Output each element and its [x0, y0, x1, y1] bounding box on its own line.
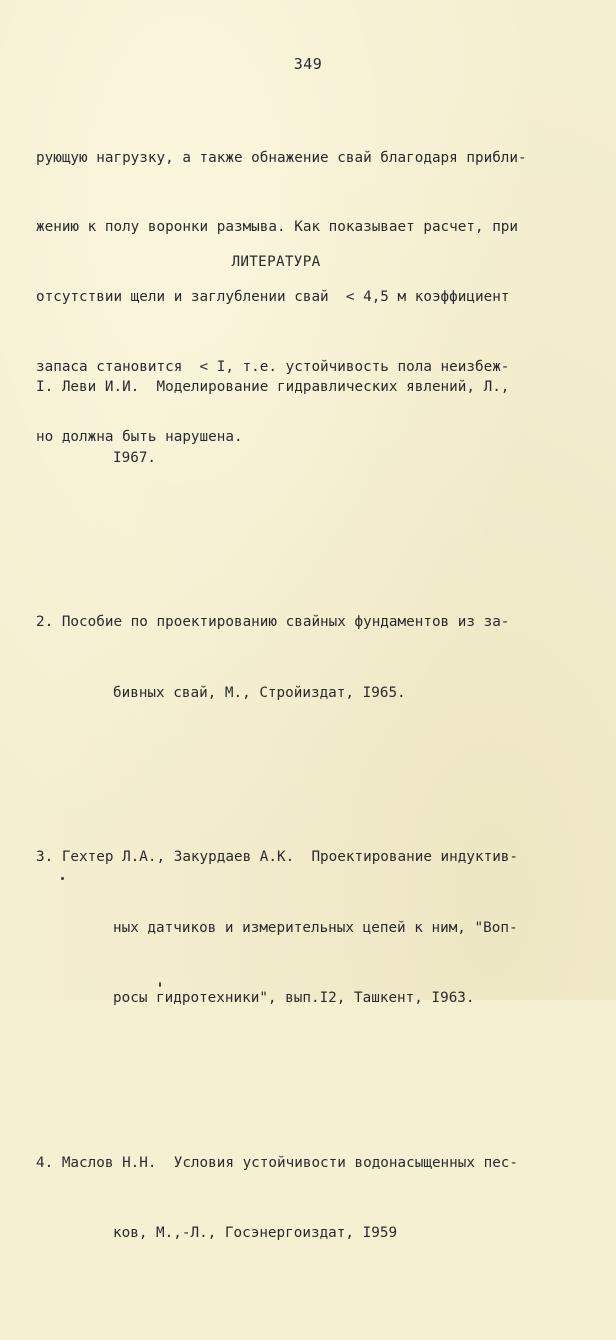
body-line: отсутствии щели и заглублении свай < 4,5 м коэффициент: [36, 289, 510, 306]
reference-first-line: 4. Маслов Н.Н. Условия устойчивости водонасыщенных пес-: [36, 1154, 519, 1171]
body-line: но должна быть нарушена.: [36, 429, 243, 446]
reference-item: [36, 329, 606, 517]
references-list: [36, 282, 606, 1340]
reference-first-line: 2. Пособие по проектированию свайных фундаментов из за-: [36, 614, 510, 630]
reference-continuation-line: ных датчиков и измерительных цепей к ним, "Воп-: [113, 919, 518, 936]
body-line: запаса становится < I, т.е. устойчивость пола неизбеж-: [36, 359, 510, 376]
paper-speck: [159, 982, 161, 987]
body-line: жению к полу воронки размыва. Как показывает расчет, при: [36, 219, 519, 236]
reference-item: [36, 564, 606, 752]
page-number: 349: [293, 55, 323, 73]
reference-first-line: I. Леви И.И. Моделирование гидравлических явлений, Л.,: [36, 379, 510, 395]
reference-item: [36, 799, 606, 1058]
paper-speck: [61, 877, 64, 880]
reference-continuation-line: ков, М.,-Л., Госэнергоиздат, I959: [113, 1225, 398, 1241]
reference-item: [36, 1105, 606, 1293]
body-line: рующую нагрузку, а также обнажение свай благодаря прибли-: [36, 149, 527, 166]
reference-continuation-line: I967.: [113, 449, 157, 466]
reference-continuation-line: росы гидротехники", вып.I2, Ташкент, I963.: [113, 990, 475, 1006]
references-heading: ЛИТЕРАТУРА: [231, 254, 321, 270]
reference-first-line: 3. Гехтер Л.А., Закурдаев А.К. Проектирование индуктив-: [36, 849, 519, 865]
reference-continuation-line: бивных свай, М., Стройиздат, I965.: [113, 684, 406, 701]
